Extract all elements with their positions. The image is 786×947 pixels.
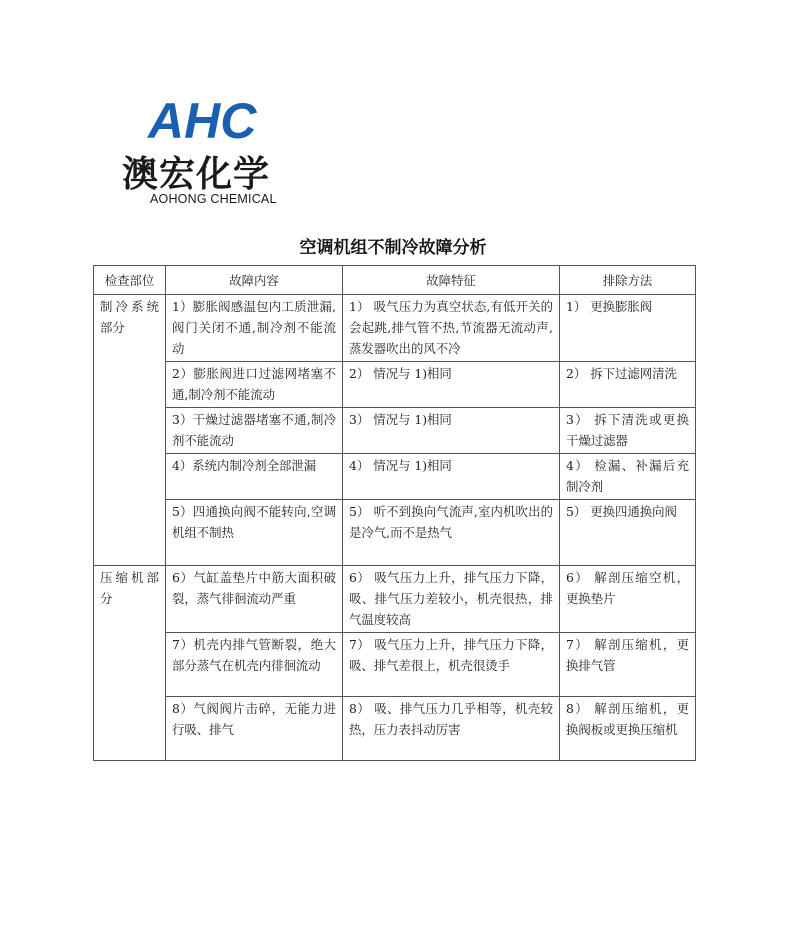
table-row (94, 408, 696, 454)
table-row (94, 295, 696, 362)
table-row (94, 500, 696, 566)
fault-content-cell: 7）机壳内排气管断裂，绝大部分蒸气在机壳内徘徊流动 (166, 633, 343, 697)
fix-method-cell: 4） 检漏、补漏后充制冷剂 (560, 454, 696, 500)
fault-symptom-cell: 1） 吸气压力为真空状态,有低开关的会起跳,排气管不热,节流器无流动声,蒸发器吹出的风不冷 (343, 295, 560, 362)
fault-content-cell: 1）膨胀阀感温包内工质泄漏,阀门关闭不通,制冷剂不能流动 (166, 295, 343, 362)
fix-method-cell: 6） 解剖压缩空机，更换垫片 (560, 566, 696, 633)
fault-symptom-cell: 5） 听不到换向气流声,室内机吹出的是冷气,而不是热气 (343, 500, 560, 566)
table-row (94, 633, 696, 697)
fault-content-cell: 4）系统内制冷剂全部泄漏 (166, 454, 343, 500)
fix-method-cell: 3） 拆下清洗或更换干燥过滤器 (560, 408, 696, 454)
table-row (94, 454, 696, 500)
table-row (94, 362, 696, 408)
table-header-row (94, 266, 696, 295)
header-fault-content: 故障内容 (166, 266, 343, 295)
fault-symptom-cell: 4） 情况与 1)相同 (343, 454, 560, 500)
fault-analysis-table (93, 265, 696, 761)
fault-content-cell: 2）膨胀阀进口过滤网堵塞不通,制冷剂不能流动 (166, 362, 343, 408)
fix-method-cell: 8） 解剖压缩机，更换阀板或更换压缩机 (560, 697, 696, 761)
header-fix-method: 排除方法 (560, 266, 696, 295)
table-row (94, 697, 696, 761)
part-compressor: 压缩机部分 (94, 566, 166, 761)
fault-symptom-cell: 7） 吸气压力上升，排气压力下降，吸、排气差很上，机壳很烫手 (343, 633, 560, 697)
fault-symptom-cell: 6） 吸气压力上升，排气压力下降，吸、排气压力差较小，机壳很热，排气温度较高 (343, 566, 560, 633)
fault-content-cell: 5）四通换向阀不能转向,空调机组不制热 (166, 500, 343, 566)
company-logo (122, 96, 302, 208)
fix-method-cell: 2） 拆下过滤网清洗 (560, 362, 696, 408)
fault-symptom-cell: 8） 吸、排气压力几乎相等，机壳较热，压力表抖动厉害 (343, 697, 560, 761)
fault-content-cell: 3）干燥过滤器堵塞不通,制冷剂不能流动 (166, 408, 343, 454)
ahc-logo-mark (146, 96, 272, 142)
logo-name-en: AOHONG CHEMICAL (150, 192, 277, 206)
fault-content-cell: 8）气阀阀片击碎，无能力进行吸、排气 (166, 697, 343, 761)
fix-method-cell: 1） 更换膨胀阀 (560, 295, 696, 362)
part-refrigeration-system: 制冷系统部分 (94, 295, 166, 566)
header-check-part: 检查部位 (94, 266, 166, 295)
fix-method-cell: 7） 解剖压缩机，更换排气管 (560, 633, 696, 697)
logo-mark-text: AHC (148, 96, 257, 142)
fix-method-cell: 5） 更换四通换向阀 (560, 500, 696, 566)
fault-symptom-cell: 2） 情况与 1)相同 (343, 362, 560, 408)
logo-name-cn: 澳宏化学 (122, 154, 271, 195)
header-fault-symptom: 故障特征 (343, 266, 560, 295)
page-title: 空调机组不制冷故障分析 (299, 238, 487, 258)
table-row (94, 566, 696, 633)
fault-symptom-cell: 3） 情况与 1)相同 (343, 408, 560, 454)
fault-content-cell: 6）气缸盖垫片中筋大面积破裂，蒸气徘徊流动严重 (166, 566, 343, 633)
